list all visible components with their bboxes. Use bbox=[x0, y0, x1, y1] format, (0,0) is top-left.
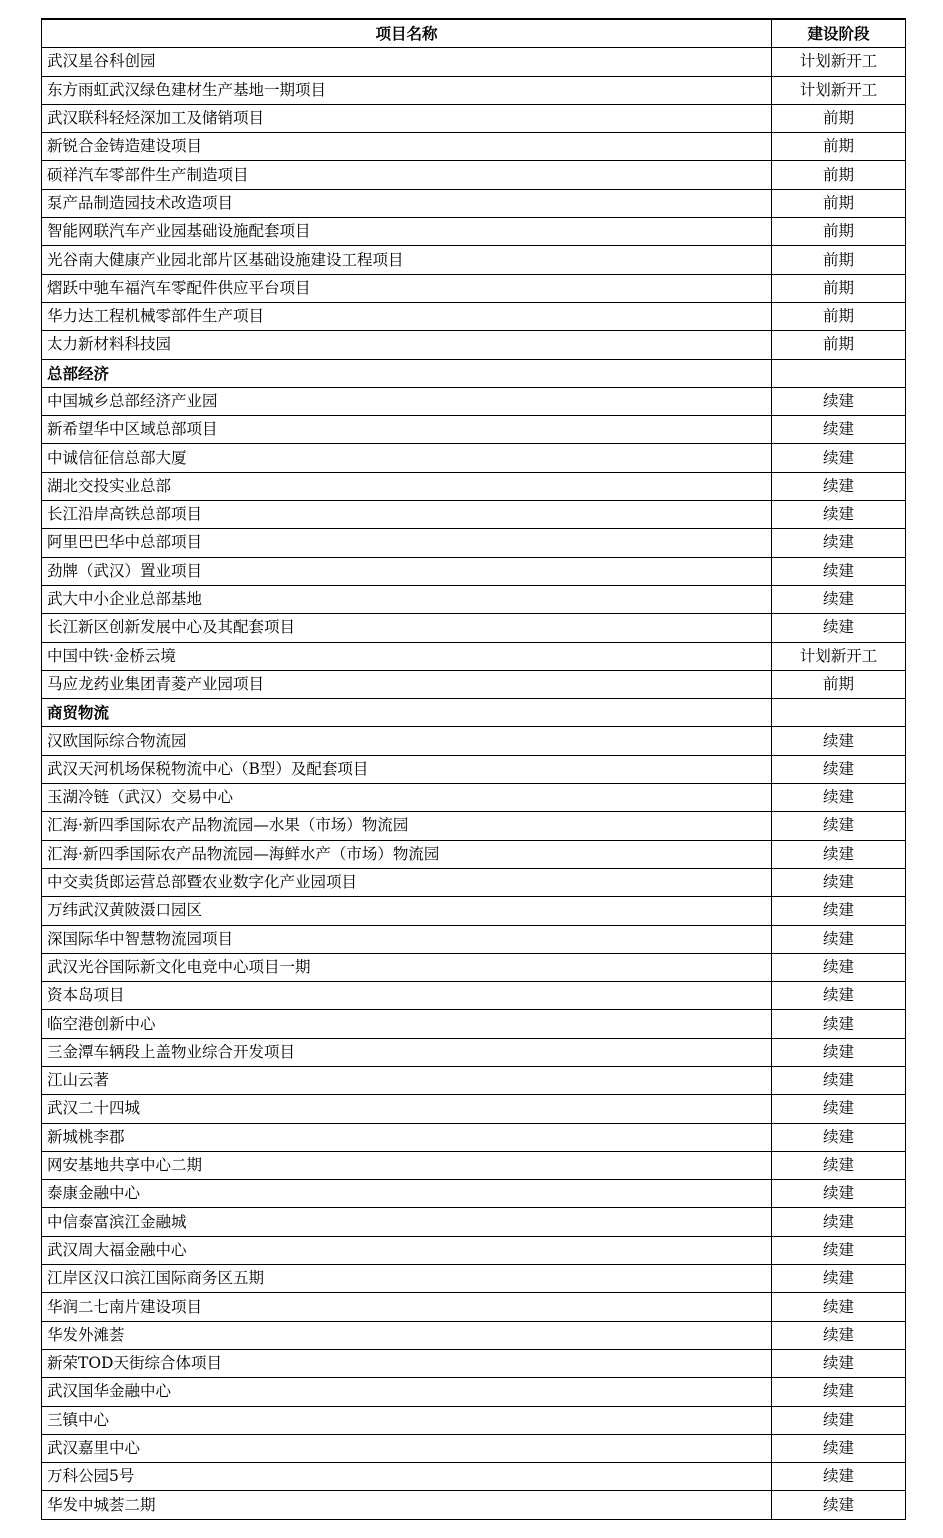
table-row bbox=[42, 1378, 906, 1406]
stage-cell: 续建 bbox=[772, 1038, 906, 1066]
stage-cell: 前期 bbox=[772, 274, 906, 302]
project-name-cell: 武汉二十四城 bbox=[42, 1095, 772, 1123]
category-row bbox=[42, 699, 906, 727]
project-name-cell: 湖北交投实业总部 bbox=[42, 472, 772, 500]
table-row bbox=[42, 1180, 906, 1208]
stage-cell: 续建 bbox=[772, 1180, 906, 1208]
project-name-cell: 网安基地共享中心二期 bbox=[42, 1151, 772, 1179]
project-name-cell: 江山云著 bbox=[42, 1066, 772, 1094]
stage-cell: 续建 bbox=[772, 1491, 906, 1519]
project-name-cell: 万纬武汉黄陂滠口园区 bbox=[42, 897, 772, 925]
stage-cell: 续建 bbox=[772, 755, 906, 783]
stage-cell: 续建 bbox=[772, 416, 906, 444]
stage-cell: 前期 bbox=[772, 331, 906, 359]
table-row bbox=[42, 387, 906, 415]
stage-cell: 续建 bbox=[772, 868, 906, 896]
project-name-cell: 临空港创新中心 bbox=[42, 1010, 772, 1038]
stage-cell: 前期 bbox=[772, 189, 906, 217]
project-name-cell: 硕祥汽车零部件生产制造项目 bbox=[42, 161, 772, 189]
project-name-cell: 中信泰富滨江金融城 bbox=[42, 1208, 772, 1236]
project-name-cell: 熠跃中驰车福汽车零配件供应平台项目 bbox=[42, 274, 772, 302]
stage-cell: 前期 bbox=[772, 246, 906, 274]
stage-cell: 前期 bbox=[772, 161, 906, 189]
project-name-cell: 汇海·新四季国际农产品物流园—海鲜水产（市场）物流园 bbox=[42, 840, 772, 868]
stage-cell: 续建 bbox=[772, 1349, 906, 1377]
project-name-cell: 长江沿岸高铁总部项目 bbox=[42, 501, 772, 529]
table-row bbox=[42, 161, 906, 189]
project-name-cell: 新城桃李郡 bbox=[42, 1123, 772, 1151]
table-row bbox=[42, 925, 906, 953]
stage-cell: 前期 bbox=[772, 218, 906, 246]
table-row bbox=[42, 614, 906, 642]
table-row bbox=[42, 727, 906, 755]
stage-cell: 续建 bbox=[772, 1293, 906, 1321]
table-row bbox=[42, 1293, 906, 1321]
project-name-cell: 万科公园5号 bbox=[42, 1463, 772, 1491]
table-row bbox=[42, 529, 906, 557]
project-name-cell: 华润二七南片建设项目 bbox=[42, 1293, 772, 1321]
stage-cell: 续建 bbox=[772, 444, 906, 472]
stage-cell: 计划新开工 bbox=[772, 48, 906, 76]
stage-cell: 续建 bbox=[772, 614, 906, 642]
project-name-cell: 三金潭车辆段上盖物业综合开发项目 bbox=[42, 1038, 772, 1066]
table-row bbox=[42, 1208, 906, 1236]
table-row bbox=[42, 1434, 906, 1462]
table-row bbox=[42, 133, 906, 161]
table-row bbox=[42, 982, 906, 1010]
stage-cell: 续建 bbox=[772, 784, 906, 812]
project-name-cell: 华发外滩荟 bbox=[42, 1321, 772, 1349]
stage-cell: 续建 bbox=[772, 1010, 906, 1038]
project-name-cell: 阿里巴巴华中总部项目 bbox=[42, 529, 772, 557]
project-name-cell: 泵产品制造园技术改造项目 bbox=[42, 189, 772, 217]
stage-cell: 续建 bbox=[772, 1434, 906, 1462]
table-row bbox=[42, 1010, 906, 1038]
project-name-cell: 中交卖货郎运营总部暨农业数字化产业园项目 bbox=[42, 868, 772, 896]
table-row bbox=[42, 1463, 906, 1491]
header-construction-stage: 建设阶段 bbox=[772, 19, 906, 48]
stage-cell: 续建 bbox=[772, 1066, 906, 1094]
stage-cell: 前期 bbox=[772, 104, 906, 132]
project-name-cell: 江岸区汉口滨江国际商务区五期 bbox=[42, 1265, 772, 1293]
project-name-cell: 光谷南大健康产业园北部片区基础设施建设工程项目 bbox=[42, 246, 772, 274]
table-row bbox=[42, 444, 906, 472]
project-name-cell: 武汉嘉里中心 bbox=[42, 1434, 772, 1462]
table-body bbox=[42, 48, 906, 1519]
stage-cell bbox=[772, 699, 906, 727]
category-label: 总部经济 bbox=[42, 359, 772, 387]
table-row bbox=[42, 585, 906, 613]
stage-cell: 前期 bbox=[772, 133, 906, 161]
project-name-cell: 武汉天河机场保税物流中心（B型）及配套项目 bbox=[42, 755, 772, 783]
table-row bbox=[42, 274, 906, 302]
project-name-cell: 东方雨虹武汉绿色建材生产基地一期项目 bbox=[42, 76, 772, 104]
project-name-cell: 武汉联科轻烃深加工及储销项目 bbox=[42, 104, 772, 132]
project-name-cell: 华发中城荟二期 bbox=[42, 1491, 772, 1519]
table-row bbox=[42, 557, 906, 585]
category-label: 商贸物流 bbox=[42, 699, 772, 727]
table-row bbox=[42, 246, 906, 274]
table-row bbox=[42, 1265, 906, 1293]
stage-cell: 续建 bbox=[772, 727, 906, 755]
stage-cell: 续建 bbox=[772, 1378, 906, 1406]
table-row bbox=[42, 1406, 906, 1434]
stage-cell: 续建 bbox=[772, 1406, 906, 1434]
project-name-cell: 泰康金融中心 bbox=[42, 1180, 772, 1208]
table-row bbox=[42, 416, 906, 444]
project-name-cell: 中诚信征信总部大厦 bbox=[42, 444, 772, 472]
stage-cell: 续建 bbox=[772, 1095, 906, 1123]
table-row bbox=[42, 218, 906, 246]
table-row bbox=[42, 1123, 906, 1151]
stage-cell: 续建 bbox=[772, 897, 906, 925]
project-table bbox=[41, 18, 906, 1520]
table-row bbox=[42, 1236, 906, 1264]
project-name-cell: 武汉光谷国际新文化电竞中心项目一期 bbox=[42, 953, 772, 981]
table-row bbox=[42, 1066, 906, 1094]
project-name-cell: 武大中小企业总部基地 bbox=[42, 585, 772, 613]
stage-cell: 续建 bbox=[772, 1265, 906, 1293]
table-row bbox=[42, 784, 906, 812]
project-name-cell: 汇海·新四季国际农产品物流园—水果（市场）物流园 bbox=[42, 812, 772, 840]
project-name-cell: 武汉星谷科创园 bbox=[42, 48, 772, 76]
stage-cell: 续建 bbox=[772, 953, 906, 981]
stage-cell: 计划新开工 bbox=[772, 76, 906, 104]
table-row bbox=[42, 755, 906, 783]
category-row bbox=[42, 359, 906, 387]
stage-cell: 续建 bbox=[772, 812, 906, 840]
table-row bbox=[42, 1095, 906, 1123]
stage-cell bbox=[772, 359, 906, 387]
table-row bbox=[42, 840, 906, 868]
table-row bbox=[42, 953, 906, 981]
project-name-cell: 中国中铁·金桥云境 bbox=[42, 642, 772, 670]
project-name-cell: 太力新材料科技园 bbox=[42, 331, 772, 359]
project-name-cell: 新荣TOD天街综合体项目 bbox=[42, 1349, 772, 1377]
header-project-name: 项目名称 bbox=[42, 19, 772, 48]
table-row bbox=[42, 331, 906, 359]
table-row bbox=[42, 670, 906, 698]
table-row bbox=[42, 1038, 906, 1066]
stage-cell: 续建 bbox=[772, 501, 906, 529]
table-row bbox=[42, 501, 906, 529]
table-row bbox=[42, 1151, 906, 1179]
project-name-cell: 武汉国华金融中心 bbox=[42, 1378, 772, 1406]
table-row bbox=[42, 189, 906, 217]
stage-cell: 续建 bbox=[772, 585, 906, 613]
stage-cell: 前期 bbox=[772, 670, 906, 698]
table-row bbox=[42, 104, 906, 132]
stage-cell: 续建 bbox=[772, 1463, 906, 1491]
project-name-cell: 深国际华中智慧物流园项目 bbox=[42, 925, 772, 953]
project-name-cell: 武汉周大福金融中心 bbox=[42, 1236, 772, 1264]
project-name-cell: 智能网联汽车产业园基础设施配套项目 bbox=[42, 218, 772, 246]
table-row bbox=[42, 1321, 906, 1349]
table-row bbox=[42, 897, 906, 925]
stage-cell: 计划新开工 bbox=[772, 642, 906, 670]
project-name-cell: 中国城乡总部经济产业园 bbox=[42, 387, 772, 415]
stage-cell: 续建 bbox=[772, 472, 906, 500]
table-row bbox=[42, 76, 906, 104]
project-name-cell: 华力达工程机械零部件生产项目 bbox=[42, 302, 772, 330]
stage-cell: 续建 bbox=[772, 1123, 906, 1151]
table-row bbox=[42, 1491, 906, 1519]
table-row bbox=[42, 472, 906, 500]
table-row bbox=[42, 868, 906, 896]
project-name-cell: 马应龙药业集团青菱产业园项目 bbox=[42, 670, 772, 698]
stage-cell: 续建 bbox=[772, 982, 906, 1010]
stage-cell: 续建 bbox=[772, 1151, 906, 1179]
table-header-row bbox=[42, 19, 906, 48]
table-row bbox=[42, 812, 906, 840]
project-name-cell: 劲牌（武汉）置业项目 bbox=[42, 557, 772, 585]
project-name-cell: 资本岛项目 bbox=[42, 982, 772, 1010]
table-row bbox=[42, 302, 906, 330]
table-row bbox=[42, 48, 906, 76]
project-name-cell: 汉欧国际综合物流园 bbox=[42, 727, 772, 755]
project-name-cell: 三镇中心 bbox=[42, 1406, 772, 1434]
project-name-cell: 长江新区创新发展中心及其配套项目 bbox=[42, 614, 772, 642]
stage-cell: 续建 bbox=[772, 529, 906, 557]
stage-cell: 续建 bbox=[772, 1321, 906, 1349]
project-name-cell: 新锐合金铸造建设项目 bbox=[42, 133, 772, 161]
stage-cell: 续建 bbox=[772, 1236, 906, 1264]
stage-cell: 前期 bbox=[772, 302, 906, 330]
stage-cell: 续建 bbox=[772, 557, 906, 585]
table-row bbox=[42, 642, 906, 670]
stage-cell: 续建 bbox=[772, 387, 906, 415]
stage-cell: 续建 bbox=[772, 1208, 906, 1236]
stage-cell: 续建 bbox=[772, 925, 906, 953]
project-name-cell: 新希望华中区域总部项目 bbox=[42, 416, 772, 444]
table-row bbox=[42, 1349, 906, 1377]
project-name-cell: 玉湖冷链（武汉）交易中心 bbox=[42, 784, 772, 812]
stage-cell: 续建 bbox=[772, 840, 906, 868]
